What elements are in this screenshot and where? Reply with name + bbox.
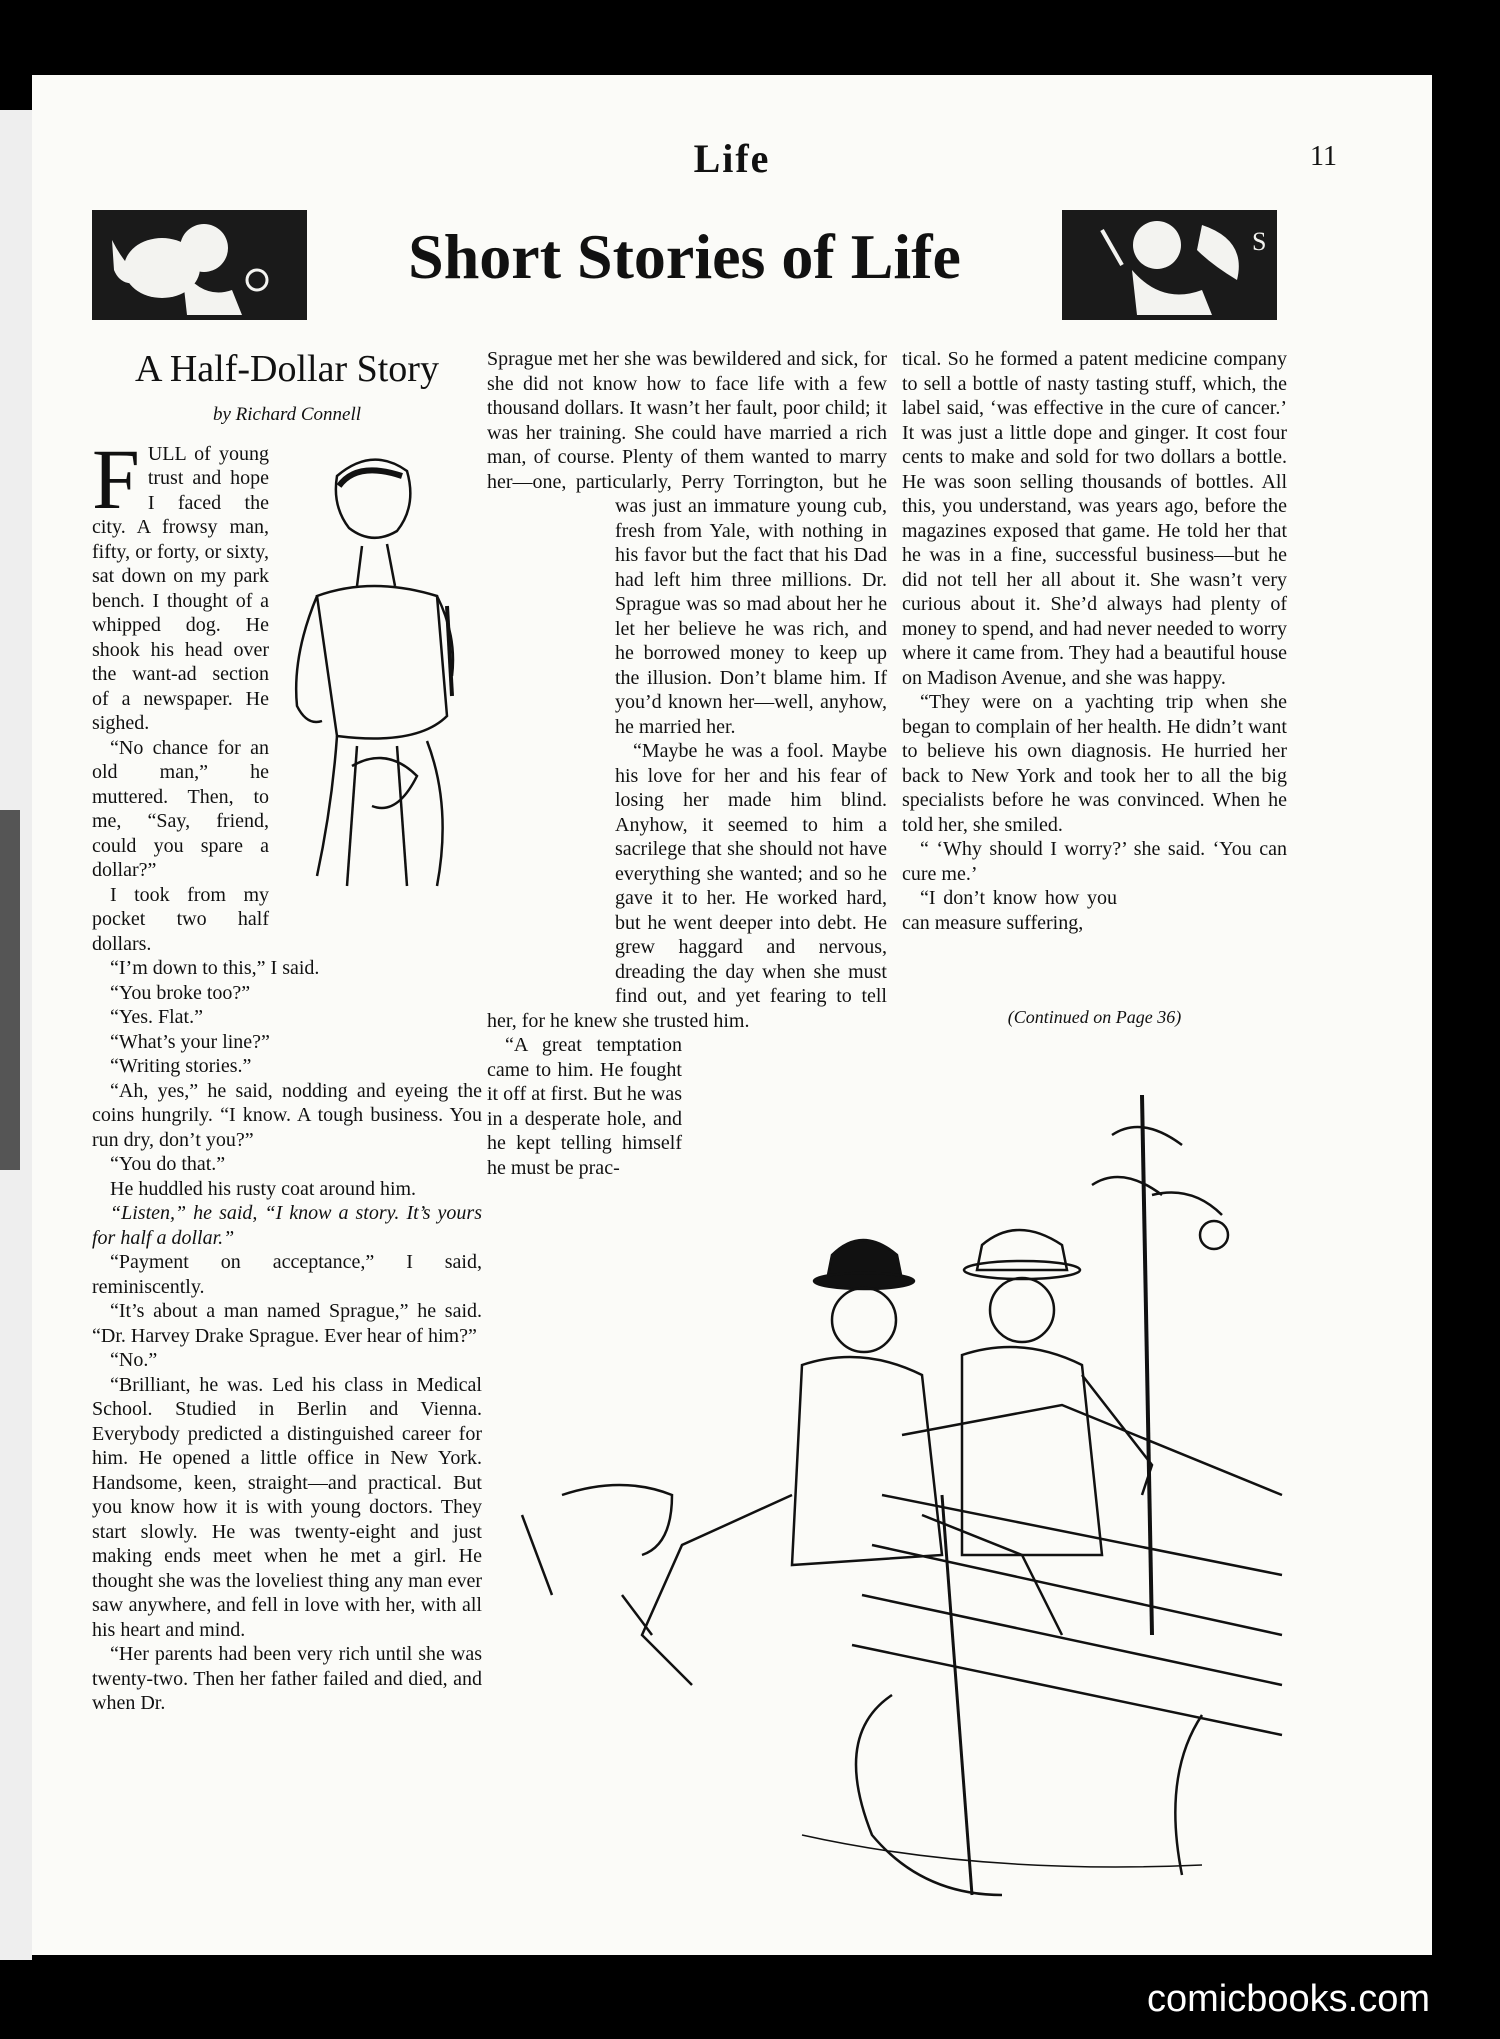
magazine-page [32, 75, 1432, 1955]
paragraph: “They were on a yachting trip when she began to complain of her health. He didn’t want to believe his own diagnosis. He hurried her back to New York and took her to all the big specialists before he was convinced. When he told her, she smiled. [902, 691, 1287, 836]
adjacent-page-ink [0, 810, 20, 1170]
column-1 [92, 347, 482, 1716]
paragraph: “Ah, yes,” he said, nodding and eyeing the coins hungrily. “I know. A tough business. You run dry, don’t you?” [92, 1079, 482, 1151]
paragraph: I took from my pocket two half dollars. [92, 883, 269, 955]
paragraph: He huddled his rusty coat around him. [110, 1177, 417, 1200]
masthead: Life [693, 136, 771, 181]
paragraph: “Payment on acceptance,” I said, reminiscently. [92, 1251, 482, 1298]
paragraph: “Maybe he was a fool. Maybe his love for her and his fear of losing her made him blind. Anyhow, it seemed to him a sacrilege that she should not have everything she wanted; and so he gave it to her. He worked hard, but he went deeper into debt. He grew haggard and nervous, dreading the day when she must find out, and yet fearing to tell her, for he knew she trusted him. [487, 740, 887, 1032]
paragraph: “Yes. Flat.” [110, 1006, 203, 1028]
banner-title: Short Stories of Life [408, 221, 961, 292]
svg-text:S: S [1252, 227, 1267, 256]
drop-cap: F [92, 430, 140, 527]
adjacent-page-edge [0, 110, 32, 1960]
park-bench-illustration [502, 1075, 1292, 1935]
paragraph: “A great temptation came to him. He fought it off at first. But he was in a desperate hole, and he kept telling himself he must be prac- [487, 1034, 682, 1179]
column-2 [487, 347, 887, 1180]
section-banner [92, 210, 1277, 320]
page-number: 11 [1310, 141, 1337, 172]
paragraph: “Her parents had been very rich until she was twenty-two. Then her father failed and died, and when Dr. [92, 1643, 482, 1714]
woman-illustration-overlap [487, 511, 607, 981]
story-title: A Half-Dollar Story [135, 348, 439, 390]
paragraph: “Brilliant, he was. Led his class in Medical School. Studied in Berlin and Vienna. Everybody predicted a distinguished career for him. He opened a little office in New York. Handsome, keen, straight—and practical. But you know how it is with young doctors. They start slowly. He was twenty-eight and just making ends meet when he met a girl. He thought she was the loveliest thing any man ever saw anywhere, and fell in love with her, with all his heart and mind. [92, 1373, 482, 1641]
paragraph: “It’s about a man named Sprague,” he said. “Dr. Harvey Drake Sprague. Ever hear of him?” [92, 1300, 482, 1347]
paragraph: “ ‘Why should I worry?’ she said. ‘You can cure me.’ [902, 838, 1287, 885]
paragraph: “No.” [110, 1349, 158, 1371]
column-3 [902, 347, 1287, 1030]
paragraph: ULL of young trust and hope I faced the city. A frowsy man, fifty, or forty, or sixty, sat down on my park bench. I thought of a whipped dog. He shook his head over the want-ad section of a newspaper. He sighed. [92, 442, 269, 734]
paragraph: “What’s your line?” [110, 1030, 270, 1053]
paragraph: “Writing stories.” [110, 1055, 252, 1077]
paragraph: Sprague met her she was bewildered and sick, for she did not know how to face life with a few thousand dollars. It wasn’t her fault, poor child; it was her training. She could have married a rich man, of course. Plenty of them wanted to marry her—one, particularly, Perry Torrington, but he was just an immature young cub, fresh from Yale, with nothing in his favor but the fact that his Dad had left him three millions. Dr. Sprague was so mad about her he let her believe he was rich, and he borrowed money to keep up the illusion. Don’t blame him. If you’d known her—well, anyhow, he married her. [487, 348, 887, 738]
paragraph-italic: “Listen,” he said, “I know a story. It’s yours for half a dollar.” [92, 1202, 482, 1249]
byline: by Richard Connell [212, 404, 362, 425]
paragraph: “I’m down to this,” I said. [110, 957, 320, 979]
paragraph: “No chance for an old man,” he muttered. Then, to me, “Say, friend, could you spare a dollar?” [92, 736, 269, 881]
woman-illustration [277, 446, 482, 916]
paragraph: tical. So he formed a patent medicine company to sell a bottle of nasty tasting stuff, which, the label said, ‘was effective in the cure of cancer.’ It was just a little dope and ginger. It cost four cents to make and sold for two dollars a bottle. He was soon selling thousands of bottles. All this, you understand, was years ago, before the magazines exposed that game. He told her that he was in a fine, successful business—but he did not tell her all about it. She wasn’t very curious about it. She’d always had plenty of money to spend, and had never needed to worry where it came from. They had a beautiful house on Madison Avenue, and she was happy. [902, 348, 1287, 689]
paragraph: “You broke too?” [110, 981, 251, 1004]
continued-note: (Continued on Page 36) [1007, 1007, 1182, 1027]
paragraph: “You do that.” [110, 1153, 226, 1175]
paragraph: “I don’t know how you can measure suffering, [902, 887, 1117, 934]
watermark: comicbooks.com [1147, 1978, 1430, 2020]
cherub-right-icon [1062, 210, 1277, 320]
